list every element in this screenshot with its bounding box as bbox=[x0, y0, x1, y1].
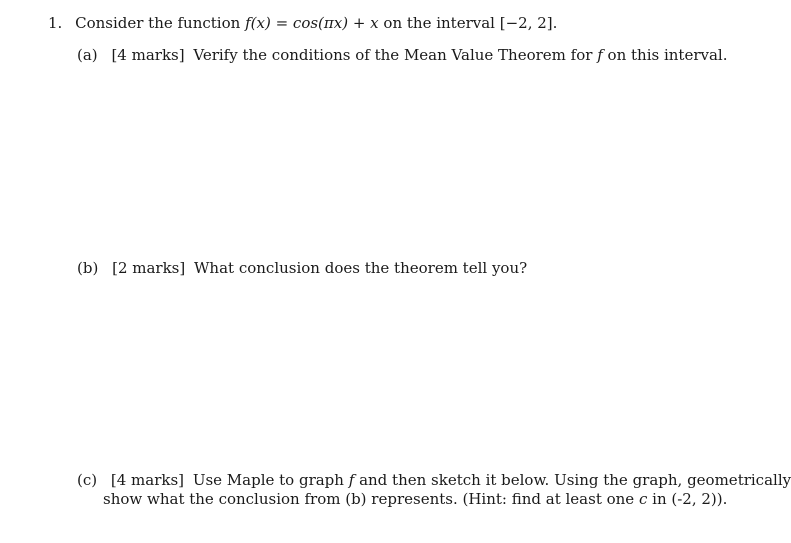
part-a bbox=[77, 45, 727, 65]
part-c-label: (c) bbox=[77, 471, 98, 489]
part-c-text-1: Use Maple to graph bbox=[192, 471, 344, 489]
part-b-marks: [2 marks] bbox=[112, 259, 186, 277]
part-c-text-2: show what the conclusion from (b) represents. (Hint: find at least one bbox=[103, 490, 635, 508]
part-a-text-after: on this interval. bbox=[607, 46, 728, 64]
part-c-marks: [4 marks] bbox=[110, 471, 185, 489]
function-expression: f(x) = cos(πx) + x bbox=[245, 14, 379, 32]
interval-prefix: on the interval bbox=[383, 14, 495, 32]
part-c-function: f bbox=[348, 471, 355, 489]
part-b-label: (b) bbox=[77, 259, 99, 277]
part-c-text-1-after: and then sketch it below. Using the graph, geometrically bbox=[359, 471, 791, 489]
question-intro: Consider the function bbox=[75, 14, 241, 32]
part-a-marks: [4 marks] bbox=[111, 46, 185, 64]
question-number: 1. bbox=[48, 14, 63, 32]
part-b bbox=[77, 258, 527, 278]
part-c-variable: c bbox=[638, 490, 648, 508]
question-1-statement bbox=[48, 13, 557, 33]
part-a-label: (a) bbox=[77, 46, 98, 64]
part-c-line-2 bbox=[103, 489, 727, 509]
part-b-text: What conclusion does the theorem tell you? bbox=[194, 259, 528, 277]
part-a-function: f bbox=[597, 46, 603, 64]
interval: [−2, 2]. bbox=[499, 14, 558, 32]
part-a-text: Verify the conditions of the Mean Value Theorem for bbox=[193, 46, 593, 64]
part-c-text-2-after: in (-2, 2)). bbox=[652, 490, 728, 508]
part-c-line-1 bbox=[77, 470, 791, 490]
